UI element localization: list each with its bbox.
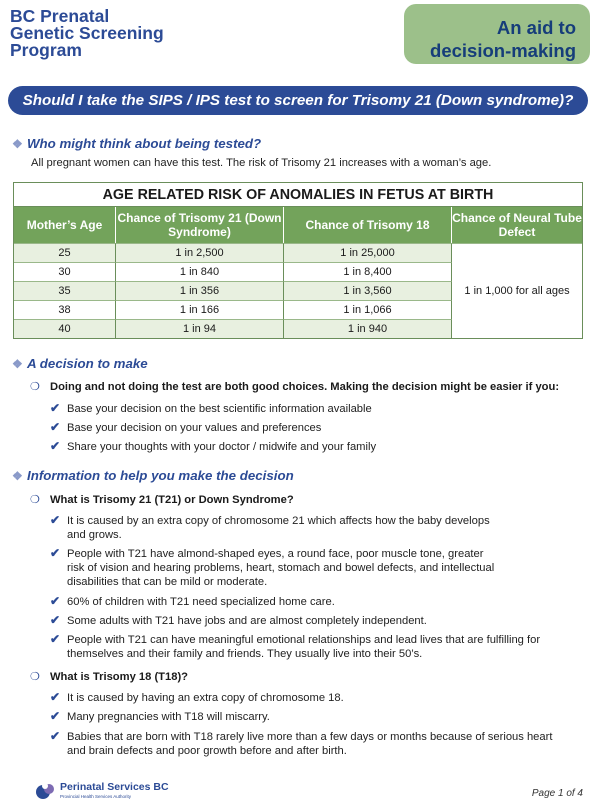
col-header-age: Mother’s Age	[14, 207, 116, 243]
aid-line1: An aid to	[496, 17, 576, 38]
table-cell: 1 in 94	[116, 319, 284, 338]
list-item	[50, 709, 270, 724]
program-title-line1: BC Prenatal	[10, 6, 110, 26]
list-item-text: Babies that are born with T18 rarely live more than a few days or months because of serious heart	[67, 731, 553, 743]
list-item	[50, 439, 376, 454]
decision-aid-badge	[404, 4, 590, 64]
list-item-text: People with T21 can have meaningful emotional relationships and lead lives that are fulfilling for	[67, 634, 541, 646]
table-header-row	[14, 207, 582, 243]
circle-bullet-icon: ❍	[30, 494, 41, 506]
list-item	[50, 690, 344, 705]
list-item-text: disabilities that can be mild or moderate.	[67, 576, 268, 588]
table-cell: 1 in 840	[116, 262, 284, 281]
list-item-text: It is caused by an extra copy of chromosome 21 which affects how the baby develops	[67, 515, 490, 527]
list-item-text: 60% of children with T21 need specialized home care.	[67, 596, 335, 608]
checkmark-icon: ✔	[50, 690, 61, 704]
footer-org-name: Perinatal Services BC	[60, 781, 169, 793]
ntd-value-cell: 1 in 1,000 for all ages	[452, 243, 582, 338]
table-cell: 38	[14, 300, 116, 319]
circle-bullet-icon: ❍	[30, 671, 41, 683]
diamond-bullet-icon: ❖	[12, 469, 23, 483]
list-item	[50, 613, 427, 628]
table-row	[14, 243, 452, 262]
question-t18	[30, 670, 188, 683]
col-header-ntd: Chance of Neural Tube Defect	[452, 211, 582, 239]
checkmark-icon: ✔	[50, 420, 61, 434]
table-cell: 1 in 2,500	[116, 243, 284, 262]
table-row	[14, 319, 452, 338]
section-who-title: Who might think about being tested?	[27, 136, 262, 151]
list-item-text: Base your decision on your values and preferences	[67, 422, 322, 434]
table-cell: 35	[14, 281, 116, 300]
list-item-text: It is caused by having an extra copy of chromosome 18.	[67, 692, 344, 704]
checkmark-icon: ✔	[50, 401, 61, 415]
section-who-text: All pregnant women can have this test. The risk of Trisomy 21 increases with a woman’s age.	[31, 157, 492, 169]
list-item	[50, 513, 490, 542]
program-title-line2: Genetic Screening	[10, 23, 164, 43]
table-title: AGE RELATED RISK OF ANOMALIES IN FETUS AT BIRTH	[14, 183, 582, 207]
list-item-text: and brain defects and poor growth before and after birth.	[67, 745, 347, 757]
diamond-bullet-icon: ❖	[12, 357, 23, 371]
question-t21-text: What is Trisomy 21 (T21) or Down Syndrome?	[50, 494, 294, 506]
list-item-text: Share your thoughts with your doctor / midwife and your family	[67, 441, 377, 453]
table-cell: 40	[14, 319, 116, 338]
table-cell: 1 in 8,400	[284, 262, 452, 281]
diamond-bullet-icon: ❖	[12, 137, 23, 151]
list-item	[50, 546, 494, 589]
program-title	[10, 8, 164, 59]
table-cell: 1 in 1,066	[284, 300, 452, 319]
section-info-title: Information to help you make the decision	[27, 468, 294, 483]
table-cell: 30	[14, 262, 116, 281]
list-item-text: Many pregnancies with T18 will miscarry.	[67, 711, 270, 723]
list-item-text: and grows.	[67, 529, 122, 541]
section-decision-heading	[12, 356, 148, 371]
list-item	[50, 729, 552, 758]
checkmark-icon: ✔	[50, 439, 61, 453]
list-item	[50, 632, 540, 661]
table-cell: 1 in 3,560	[284, 281, 452, 300]
list-item-text: risk of vision and hearing problems, heart, stomach and bowel defects, and intellectual	[67, 562, 495, 574]
section-info-heading	[12, 468, 294, 483]
checkmark-icon: ✔	[50, 546, 61, 560]
circle-bullet-icon: ❍	[30, 381, 41, 393]
list-item	[50, 401, 372, 416]
checkmark-icon: ✔	[50, 594, 61, 608]
footer-org-sub: Provincial Health Services Authority	[60, 794, 132, 799]
list-item-text: Some adults with T21 have jobs and are almost completely independent.	[67, 615, 427, 627]
list-item-text: People with T21 have almond-shaped eyes, a round face, poor muscle tone, greater	[67, 548, 484, 560]
decision-intro-text: Doing and not doing the test are both good choices. Making the decision might be easier if you:	[50, 381, 560, 393]
table-row	[14, 262, 452, 281]
section-who-heading	[12, 136, 261, 151]
decision-intro	[30, 380, 559, 393]
checkmark-icon: ✔	[50, 513, 61, 527]
risk-table	[13, 182, 583, 339]
table-cell: 25	[14, 243, 116, 262]
list-item-text: Base your decision on the best scientific information available	[67, 403, 372, 415]
checkmark-icon: ✔	[50, 729, 61, 743]
list-item-text: themselves and their family and friends. They usually live into their 50’s.	[67, 648, 423, 660]
aid-line2: decision-making	[430, 40, 576, 61]
question-t18-text: What is Trisomy 18 (T18)?	[50, 671, 189, 683]
table-row	[14, 300, 452, 319]
col-header-t21: Chance of Trisomy 21 (Down Syndrome)	[116, 207, 284, 243]
table-cell: 1 in 940	[284, 319, 452, 338]
perinatal-logo-icon	[35, 781, 57, 801]
program-title-line3: Program	[10, 40, 82, 60]
table-cell: 1 in 25,000	[284, 243, 452, 262]
table-cell: 1 in 166	[116, 300, 284, 319]
checkmark-icon: ✔	[50, 632, 61, 646]
question-t21	[30, 493, 294, 506]
checkmark-icon: ✔	[50, 613, 61, 627]
checkmark-icon: ✔	[50, 709, 61, 723]
section-decision-title: A decision to make	[27, 356, 148, 371]
question-banner: Should I take the SIPS / IPS test to screen for Trisomy 21 (Down syndrome)?	[8, 86, 588, 115]
list-item	[50, 420, 321, 435]
table-cell: 1 in 356	[116, 281, 284, 300]
table-row	[14, 281, 452, 300]
list-item	[50, 594, 335, 609]
page-number: Page 1 of 4	[531, 788, 583, 799]
col-header-t18: Chance of Trisomy 18	[284, 207, 452, 243]
